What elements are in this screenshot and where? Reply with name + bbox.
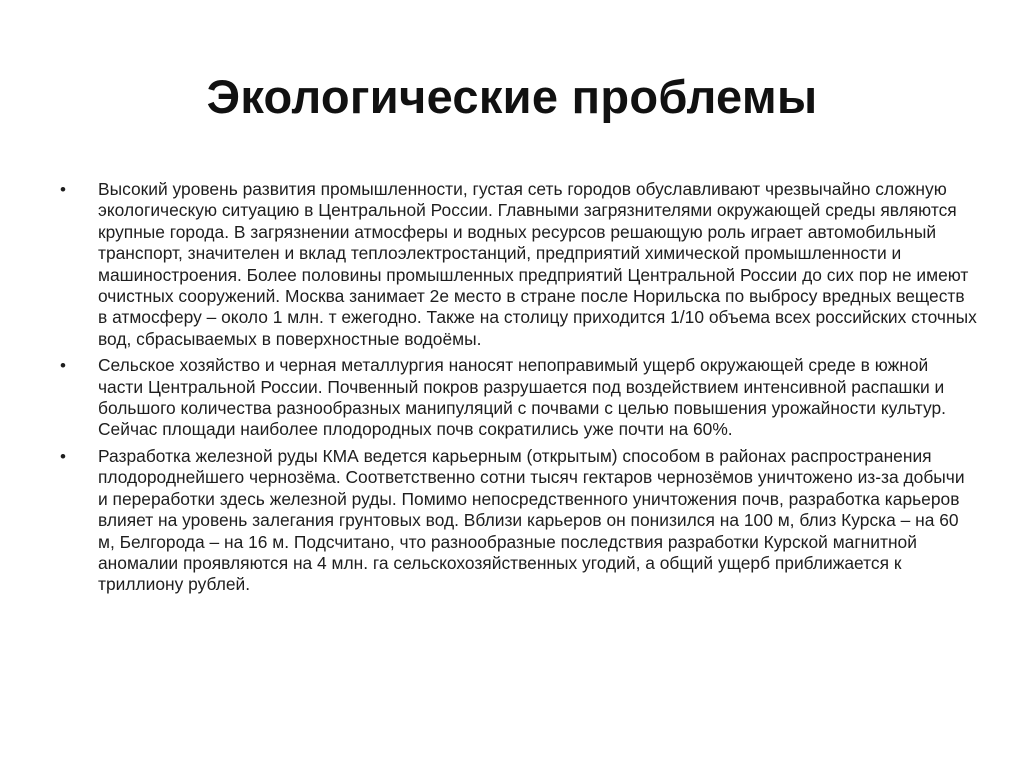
bullet-item-kma-mining [60, 446, 980, 596]
bullet-item-industry-pollution [60, 179, 980, 350]
bullet-text: Сельское хозяйство и черная металлургия наносят непоправимый ущерб окружающей среде в южной части Центральной России. Почвенный покров разрушается под воздействием интенсивной распашки и большого количества разнообразных манипуляций с почвами с целью повышения урожайности культур. Сейчас площади наиболее плодородных почв сократились уже почти на 60%. [98, 355, 946, 440]
bullet-icon: • [60, 446, 66, 466]
bullet-icon: • [60, 180, 66, 199]
bullet-item-agriculture-metallurgy [60, 355, 980, 441]
bullet-list [60, 179, 980, 601]
bullet-text: Разработка железной руды КМА ведется карьерным (открытым) способом в районах распространения плодороднейшего чернозёма. Соответственно сотни тысяч гектаров чернозёмов уничтожено из-за добычи и переработки здесь железной руды. Помимо непосредственного уничтожения почв, разработка карьеров влияет на уровень залегания грунтовых вод. Вблизи карьеров он понизился на 100 м, близ Курска – на 60 м, Белгорода – на 16 м. Подсчитано, что разнообразные последствия разработки Курской магнитной аномалии проявляются на 4 млн. га сельскохозяйственных угодий, а общий ущерб приближается к триллиону рублей. [98, 445, 965, 595]
bullet-text: Высокий уровень развития промышленности, густая сеть городов обуславливают чрезвычайно сложную экологическую ситуацию в Центральной России. Главными загрязнителями окружающей среды являются крупные города. В загрязнении атмосферы и водных ресурсов решающую роль играет автомобильный транспорт, значителен и вклад теплоэлектростанций, предприятий химической промышленности и машиностроения. Более половины промышленных предприятий Центральной России до сих пор не имеют очистных сооружений. Москва занимает 2е место в стране после Норильска по выбросу вредных веществ в атмосферу – около 1 млн. т ежегодно. Также на столицу приходится 1/10 объема всех российских сточных вод, сбрасываемых в поверхностные водоёмы. [98, 179, 977, 349]
bullet-icon: • [60, 356, 66, 376]
slide-title: Экологические проблемы [206, 70, 818, 123]
